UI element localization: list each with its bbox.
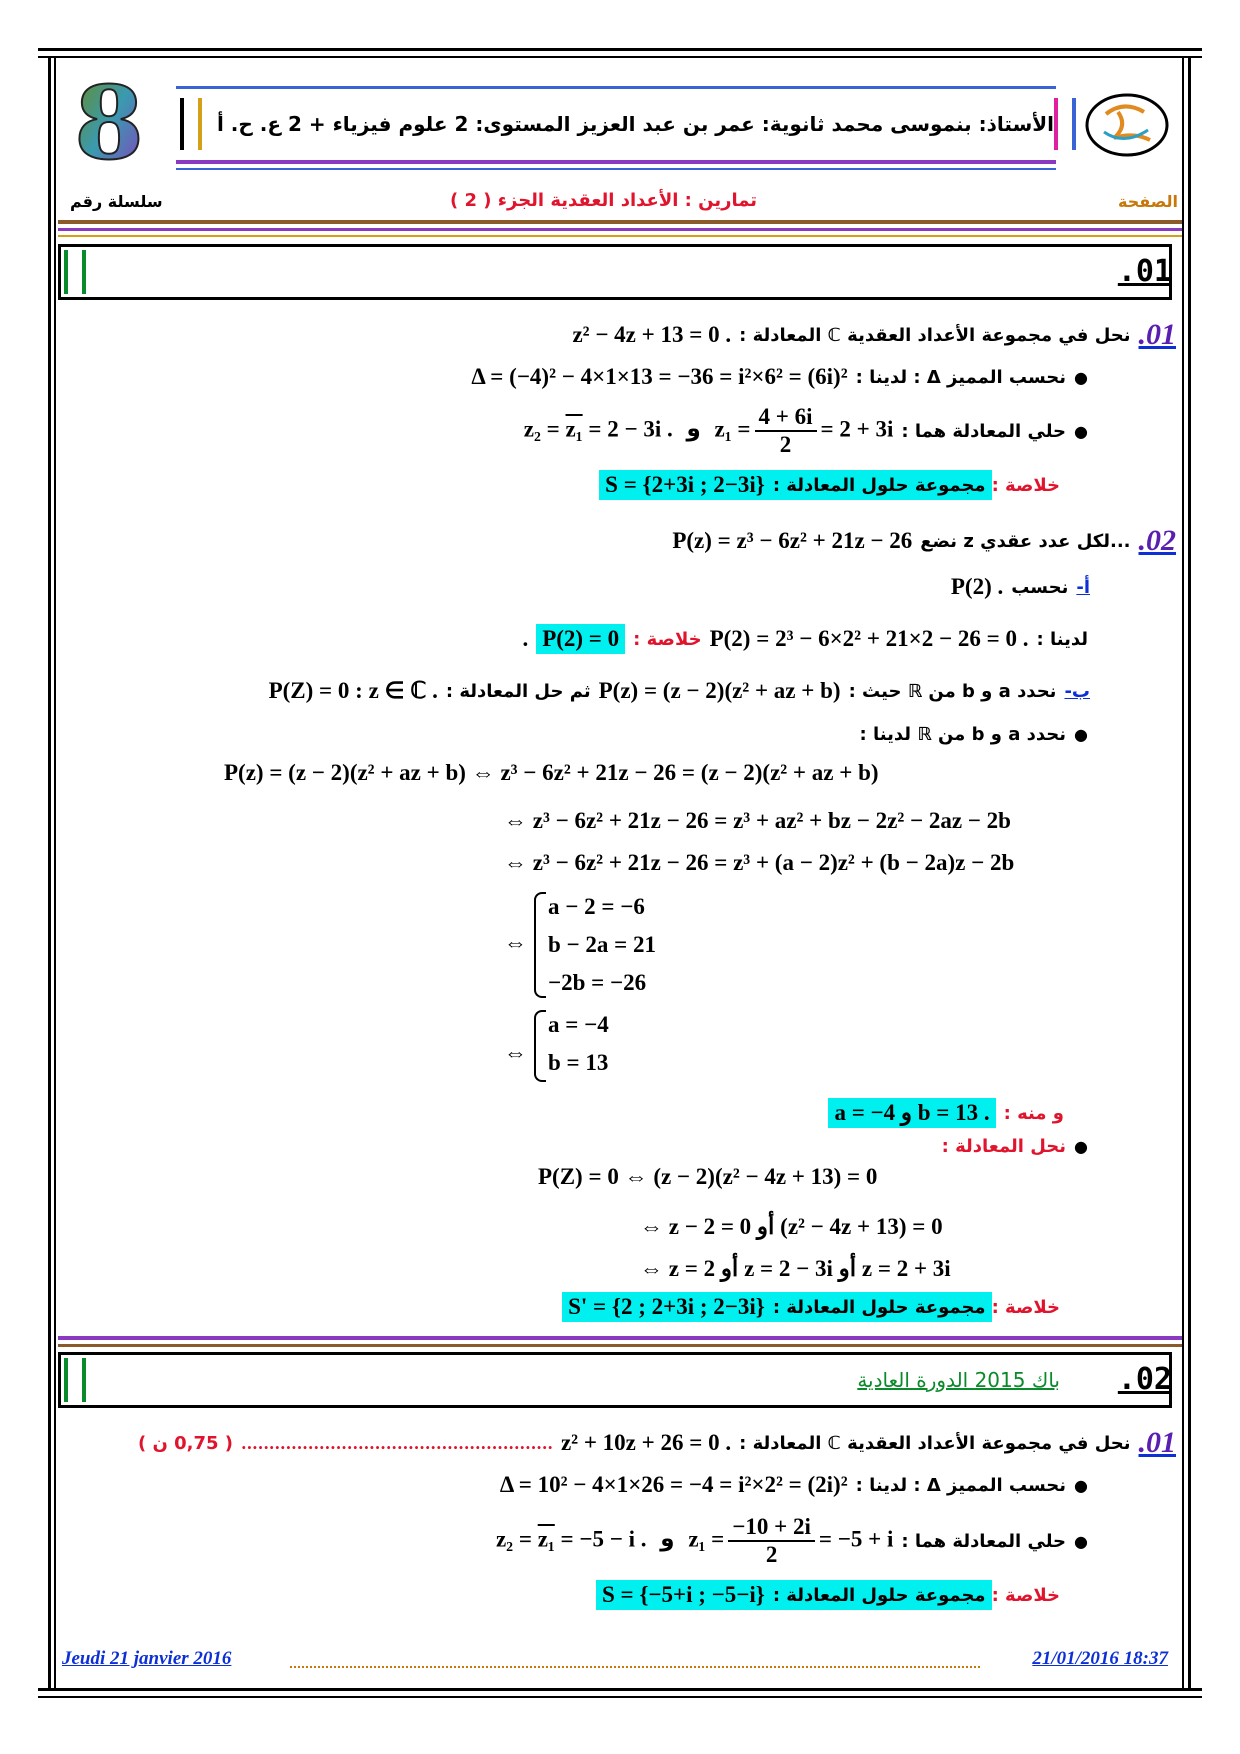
ex1-q1-bullet-2 <box>524 404 1088 458</box>
ex2-q1-equation: z² + 10z + 26 = 0 . <box>560 1430 732 1455</box>
step-2: ⇔ z³ − 6z² + 21z − 26 = z³ + az² + bz − 2z² − 2az − 2b <box>504 808 1011 833</box>
footer-left-date: Jeudi 21 janvier 2016 <box>62 1648 232 1669</box>
footer-right-date: 21/01/2016 18:37 <box>1032 1648 1168 1669</box>
section-1-box <box>58 244 1172 300</box>
step-1: P(z) = (z − 2)(z² + az + b) ⇔ z³ − 6z² + 21z − 26 = (z − 2)(z² + az + b) <box>224 760 879 785</box>
ex1-q2-bullet-1 <box>860 724 1088 745</box>
ex1-q2-part-a <box>951 574 1090 600</box>
ex1-q1-b1-math: Δ = (−4)² − 4×1×13 = −36 = i²×6² = (6i)² <box>471 364 848 389</box>
ex1-q2-statement <box>672 524 1176 558</box>
section-2-ticks <box>64 1358 86 1402</box>
ex2-q1-bullet-2 <box>496 1514 1088 1568</box>
frame-top-line-2 <box>38 56 1202 58</box>
system-2-brace <box>534 1010 546 1082</box>
bullet-icon: ● <box>1074 1475 1088 1495</box>
frame-bottom-line-1 <box>38 1688 1202 1691</box>
section-2-number: .02 <box>1117 1362 1172 1397</box>
header-divider-2 <box>58 228 1182 231</box>
header-bar-bottom-2 <box>176 168 1056 170</box>
number-eight-logo-icon <box>64 76 154 166</box>
teacher-line: الأستاذ: بنموسى محمد ثانوية: عمر بن عبد العزيز المستوى: 2 علوم فيزياء + 2 ع. ح. أ <box>216 112 1054 136</box>
part-a-text: نحسب <box>1011 576 1069 598</box>
ex1-q1-number: .01 <box>1138 318 1176 351</box>
ex2-q1-b2-math: z₂ = z₁ = −5 − i . و z₁ = $\frac{-10 + 2i}{2}$ = −5 + i <box>495 1514 894 1567</box>
ex1-q1-equation: z² − 4z + 13 = 0 . <box>572 322 732 347</box>
conclusion-label: خلاصة : <box>991 474 1060 496</box>
part-a-math: P(2) . <box>950 574 1004 599</box>
ex1-q1-b2-math: z₂ = z₁ = 2 − 3i . و z₁ = $\frac{4 + 6i}{2}$ = 2 + 3i <box>523 404 894 457</box>
step-3: ⇔ z³ − 6z² + 21z − 26 = z³ + (a − 2)z² + (b − 2a)z − 2b <box>504 850 1015 875</box>
ex2-q1-b1-math: Δ = 10² − 4×1×26 = −4 = i²×2² = (2i)² <box>499 1472 848 1497</box>
ex2-q1-number: .01 <box>1138 1426 1176 1459</box>
header-divider-3 <box>58 235 1182 237</box>
bullet-1-text: نحدد a و b من ℝ لدينا : <box>859 724 1067 745</box>
calligraphy-emblem-icon <box>1084 92 1170 158</box>
system-2-eq-1: a = −4 <box>548 1012 609 1037</box>
header-right-logo <box>1084 92 1170 158</box>
section-2-divider-1 <box>58 1336 1182 1340</box>
bullet-icon: ● <box>1074 1531 1088 1551</box>
part-b-label: ب- <box>1064 680 1090 702</box>
part-b-text-2: ثم حل المعادلة : <box>445 680 591 702</box>
ex2-q1-b2-label: حلي المعادلة هما : <box>901 1530 1067 1552</box>
page-label: الصفحة <box>1117 192 1178 211</box>
ex1-q1-b1-label: نحسب المميز Δ : لدينا : <box>855 366 1067 388</box>
ex2-q1-conclusion <box>596 1580 1060 1610</box>
bullet-icon: ● <box>1074 1137 1088 1156</box>
ex2-q1-statement <box>138 1426 1176 1460</box>
frame-left-line-2 <box>54 56 56 1690</box>
conclusion-label: خلاصة : <box>633 628 702 650</box>
frame-bottom-line-2 <box>38 1696 1202 1698</box>
frame-top-line-1 <box>38 48 1202 51</box>
series-label: سلسلة رقم <box>70 192 163 211</box>
part-b-math: P(z) = (z − 2)(z² + az + b) <box>598 678 841 703</box>
system-1-eq-2: b − 2a = 21 <box>548 932 657 957</box>
ex2-q1-b1-label: نحسب المميز Δ : لدينا : <box>855 1474 1067 1496</box>
section-2-source: باك 2015 الدورة العادية <box>857 1368 1060 1392</box>
dot: . <box>522 626 529 651</box>
conclusion-box: مجموعة حلول المعادلة : S = {−5+i ; −5−i} <box>596 1580 992 1610</box>
bullet-icon: ● <box>1074 725 1088 744</box>
ex1-q1-bullet-1 <box>471 364 1088 390</box>
hence-label: و منه : <box>1003 1102 1064 1124</box>
system-2-equiv: ⇔ <box>504 1040 527 1065</box>
solve-step-3: ⇔ z = 2 أو z = 2 − 3i أو z = 2 + 3i <box>640 1256 951 1281</box>
ex1-q2-bullet-2 <box>942 1136 1088 1157</box>
hence-line <box>828 1098 1064 1128</box>
frame-right-line-2 <box>1182 56 1184 1690</box>
header-bar-top <box>176 86 1056 89</box>
part-a-conclusion: P(2) = 0 <box>536 624 625 654</box>
svg-text:8: 8 <box>74 76 144 166</box>
system-1-brace <box>534 892 546 998</box>
section-1-number: .01 <box>1117 254 1172 289</box>
header-bar-bottom <box>176 160 1056 164</box>
section-1-ticks <box>64 250 86 294</box>
dots: ........................................................ <box>241 1433 553 1453</box>
ex1-q2-text: ...لكل عدد عقدي z نضع <box>920 530 1131 552</box>
ex2-q1-bullet-1 <box>500 1472 1088 1498</box>
ex1-q2-part-b <box>269 678 1090 704</box>
conclusion-label: خلاصة : <box>991 1296 1060 1318</box>
frame-right-line <box>1188 56 1191 1690</box>
solve-step-1: P(Z) = 0 ⇔ (z − 2)(z² − 4z + 13) = 0 <box>538 1164 878 1189</box>
system-2-eq-2: b = 13 <box>548 1050 609 1075</box>
system-1-eq-1: a − 2 = −6 <box>548 894 645 919</box>
ex1-q1-conclusion <box>599 470 1060 500</box>
header-right-ticks <box>1054 98 1076 150</box>
conclusion-box: مجموعة حلول المعادلة : S' = {2 ; 2+3i ; 2−3i} <box>562 1292 991 1322</box>
bullet-2-text: نحل المعادلة : <box>941 1136 1067 1157</box>
ex1-q1-b2-label: حلي المعادلة هما : <box>901 420 1067 442</box>
ex1-q1-statement <box>572 318 1176 352</box>
part-b-math-2: P(Z) = 0 : z ∈ ℂ . <box>268 678 438 703</box>
section-2-divider-2 <box>58 1344 1182 1347</box>
have-label: لدينا : <box>1036 628 1088 650</box>
bullet-icon: ● <box>1074 367 1088 387</box>
header-left-logo <box>64 76 154 166</box>
footer-dotted-rule <box>290 1666 980 1668</box>
worksheet-title: تمارين : الأعداد العقدية الجزء ( 2 ) <box>450 190 758 211</box>
header-left-ticks <box>180 98 202 150</box>
conclusion-box: مجموعة حلول المعادلة : S = {2+3i ; 2−3i} <box>599 470 991 500</box>
system-1-eq-3: −2b = −26 <box>548 970 647 995</box>
part-a-label: أ- <box>1076 576 1090 598</box>
frame-left-line <box>48 56 51 1690</box>
solve-step-2: ⇔ z − 2 = 0 أو (z² − 4z + 13) = 0 <box>640 1214 943 1239</box>
conclusion-label: خلاصة : <box>991 1584 1060 1606</box>
ex1-q2-number: .02 <box>1138 524 1176 557</box>
part-a-calc: P(2) = 2³ − 6×2² + 21×2 − 26 = 0 . <box>709 626 1029 651</box>
system-1-equiv: ⇔ <box>504 930 527 955</box>
points: ( 0,75 ن ) <box>137 1432 234 1454</box>
ex1-q2-conclusion <box>562 1292 1060 1322</box>
ex2-q1-text: نحل في مجموعة الأعداد العقدية ℂ المعادلة : <box>739 1432 1131 1454</box>
header-divider-1 <box>58 220 1182 224</box>
ex1-q2-poly: P(z) = z³ − 6z² + 21z − 26 <box>672 528 913 553</box>
part-b-text: نحدد a و b من ℝ حيث : <box>848 680 1057 702</box>
ex1-q1-text: نحل في مجموعة الأعداد العقدية ℂ المعادلة : <box>739 324 1131 346</box>
hence-math: a = −4 و b = 13 . <box>828 1098 995 1128</box>
ex1-q2-part-a-calc <box>522 624 1088 654</box>
bullet-icon: ● <box>1074 421 1088 441</box>
